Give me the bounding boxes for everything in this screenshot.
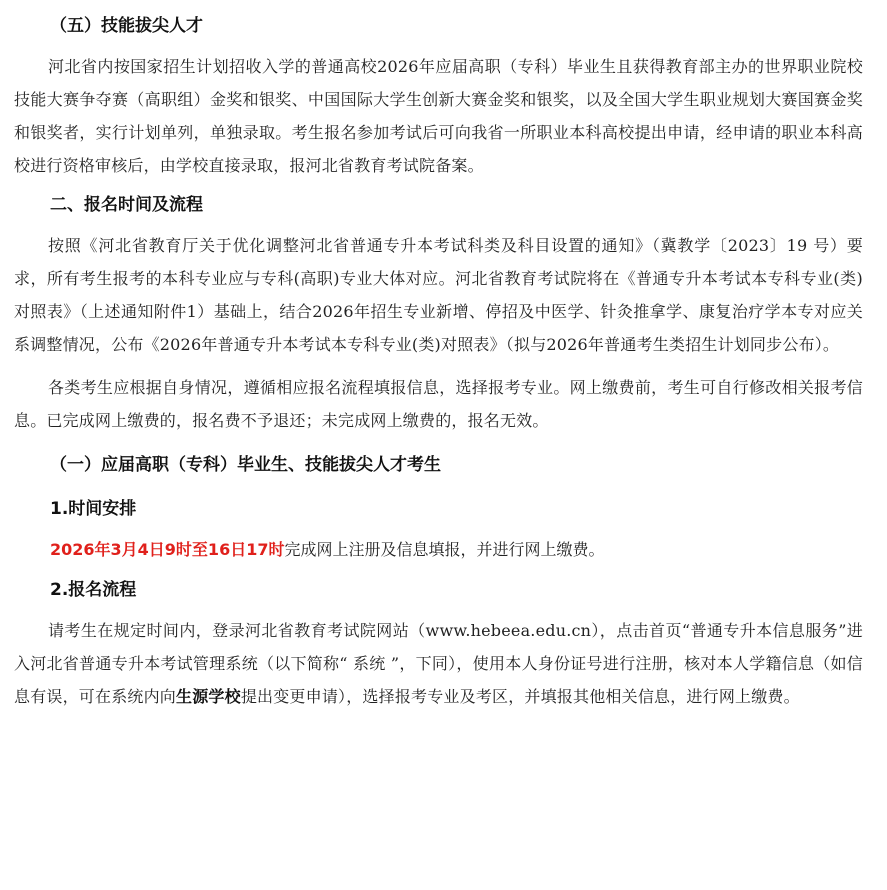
source-school-emphasis: 生源学校 bbox=[176, 687, 241, 706]
paragraph-registration-rules: 各类考生应根据自身情况，遵循相应报名流程填报信息，选择报考专业。网上缴费前，考生可自行修改相关报考信息。已完成网上缴费的，报名费不予退还；未完成网上缴费的，报名无效。 bbox=[14, 378, 863, 430]
section-heading-registration: 二、报名时间及流程 bbox=[50, 195, 203, 215]
time-schedule-text: 完成网上注册及信息填报，并进行网上缴费。 bbox=[284, 540, 605, 559]
paragraph-major-mapping: 按照《河北省教育厅关于优化调整河北省普通专升本考试科类及科目设置的通知》（冀教学〔2023〕19 号）要求，所有考生报考的本科专业应与专科(高职)专业大体对应。河北省教育考试院将在《普通专升本考试本专科专业(类)对照表》（上述通知附件1）基础上，结合2026年招生专业新增、停招及中医学、针灸推拿学、康复治疗学本专对应关系调整情况，公布《2026年普通专升本考试本专科专业(类)对照表》（拟与2026年普通考生类招生计划同步公布）。 bbox=[14, 236, 863, 354]
process-text-part1: 请考生在规定时间内，登录河北省教育考试院网站（www.hebeea.edu.cn），点击首页“普通专升本信息服务”进入河北省普通专升本考试管理系统（以下简称“ 系统 ”，下同），使用本人身份证号进行注册，核对本人学籍信息（如信息有误，可在系统内向 bbox=[14, 621, 863, 706]
paragraph-skill-talent: 河北省内按国家招生计划招收入学的普通高校2026年应届高职（专科）毕业生且获得教育部主办的世界职业院校技能大赛争夺赛（高职组）金奖和银奖、中国国际大学生创新大赛金奖和银奖，以及全国大学生职业规划大赛国赛金奖和银奖者，实行计划单列，单独录取。考生报名参加考试后可向我省一所职业本科高校提出申请，经申请的职业本科高校进行资格审核后，由学校直接录取，报河北省教育考试院备案。 bbox=[14, 57, 863, 175]
registration-process-heading: 2.报名流程 bbox=[50, 580, 137, 600]
time-schedule-heading: 1.时间安排 bbox=[50, 499, 137, 519]
process-text-part2: 提出变更申请），选择报考专业及考区，并填报其他相关信息，进行网上缴费。 bbox=[240, 687, 800, 706]
time-schedule-paragraph bbox=[14, 533, 863, 566]
section-heading-skill-talent: （五）技能拔尖人才 bbox=[50, 16, 203, 36]
registration-period: 2026年3月4日9时至16日17时 bbox=[50, 540, 285, 559]
subsection-heading-graduates: （一）应届高职（专科）毕业生、技能拔尖人才考生 bbox=[50, 455, 441, 475]
registration-process-paragraph bbox=[14, 614, 863, 713]
